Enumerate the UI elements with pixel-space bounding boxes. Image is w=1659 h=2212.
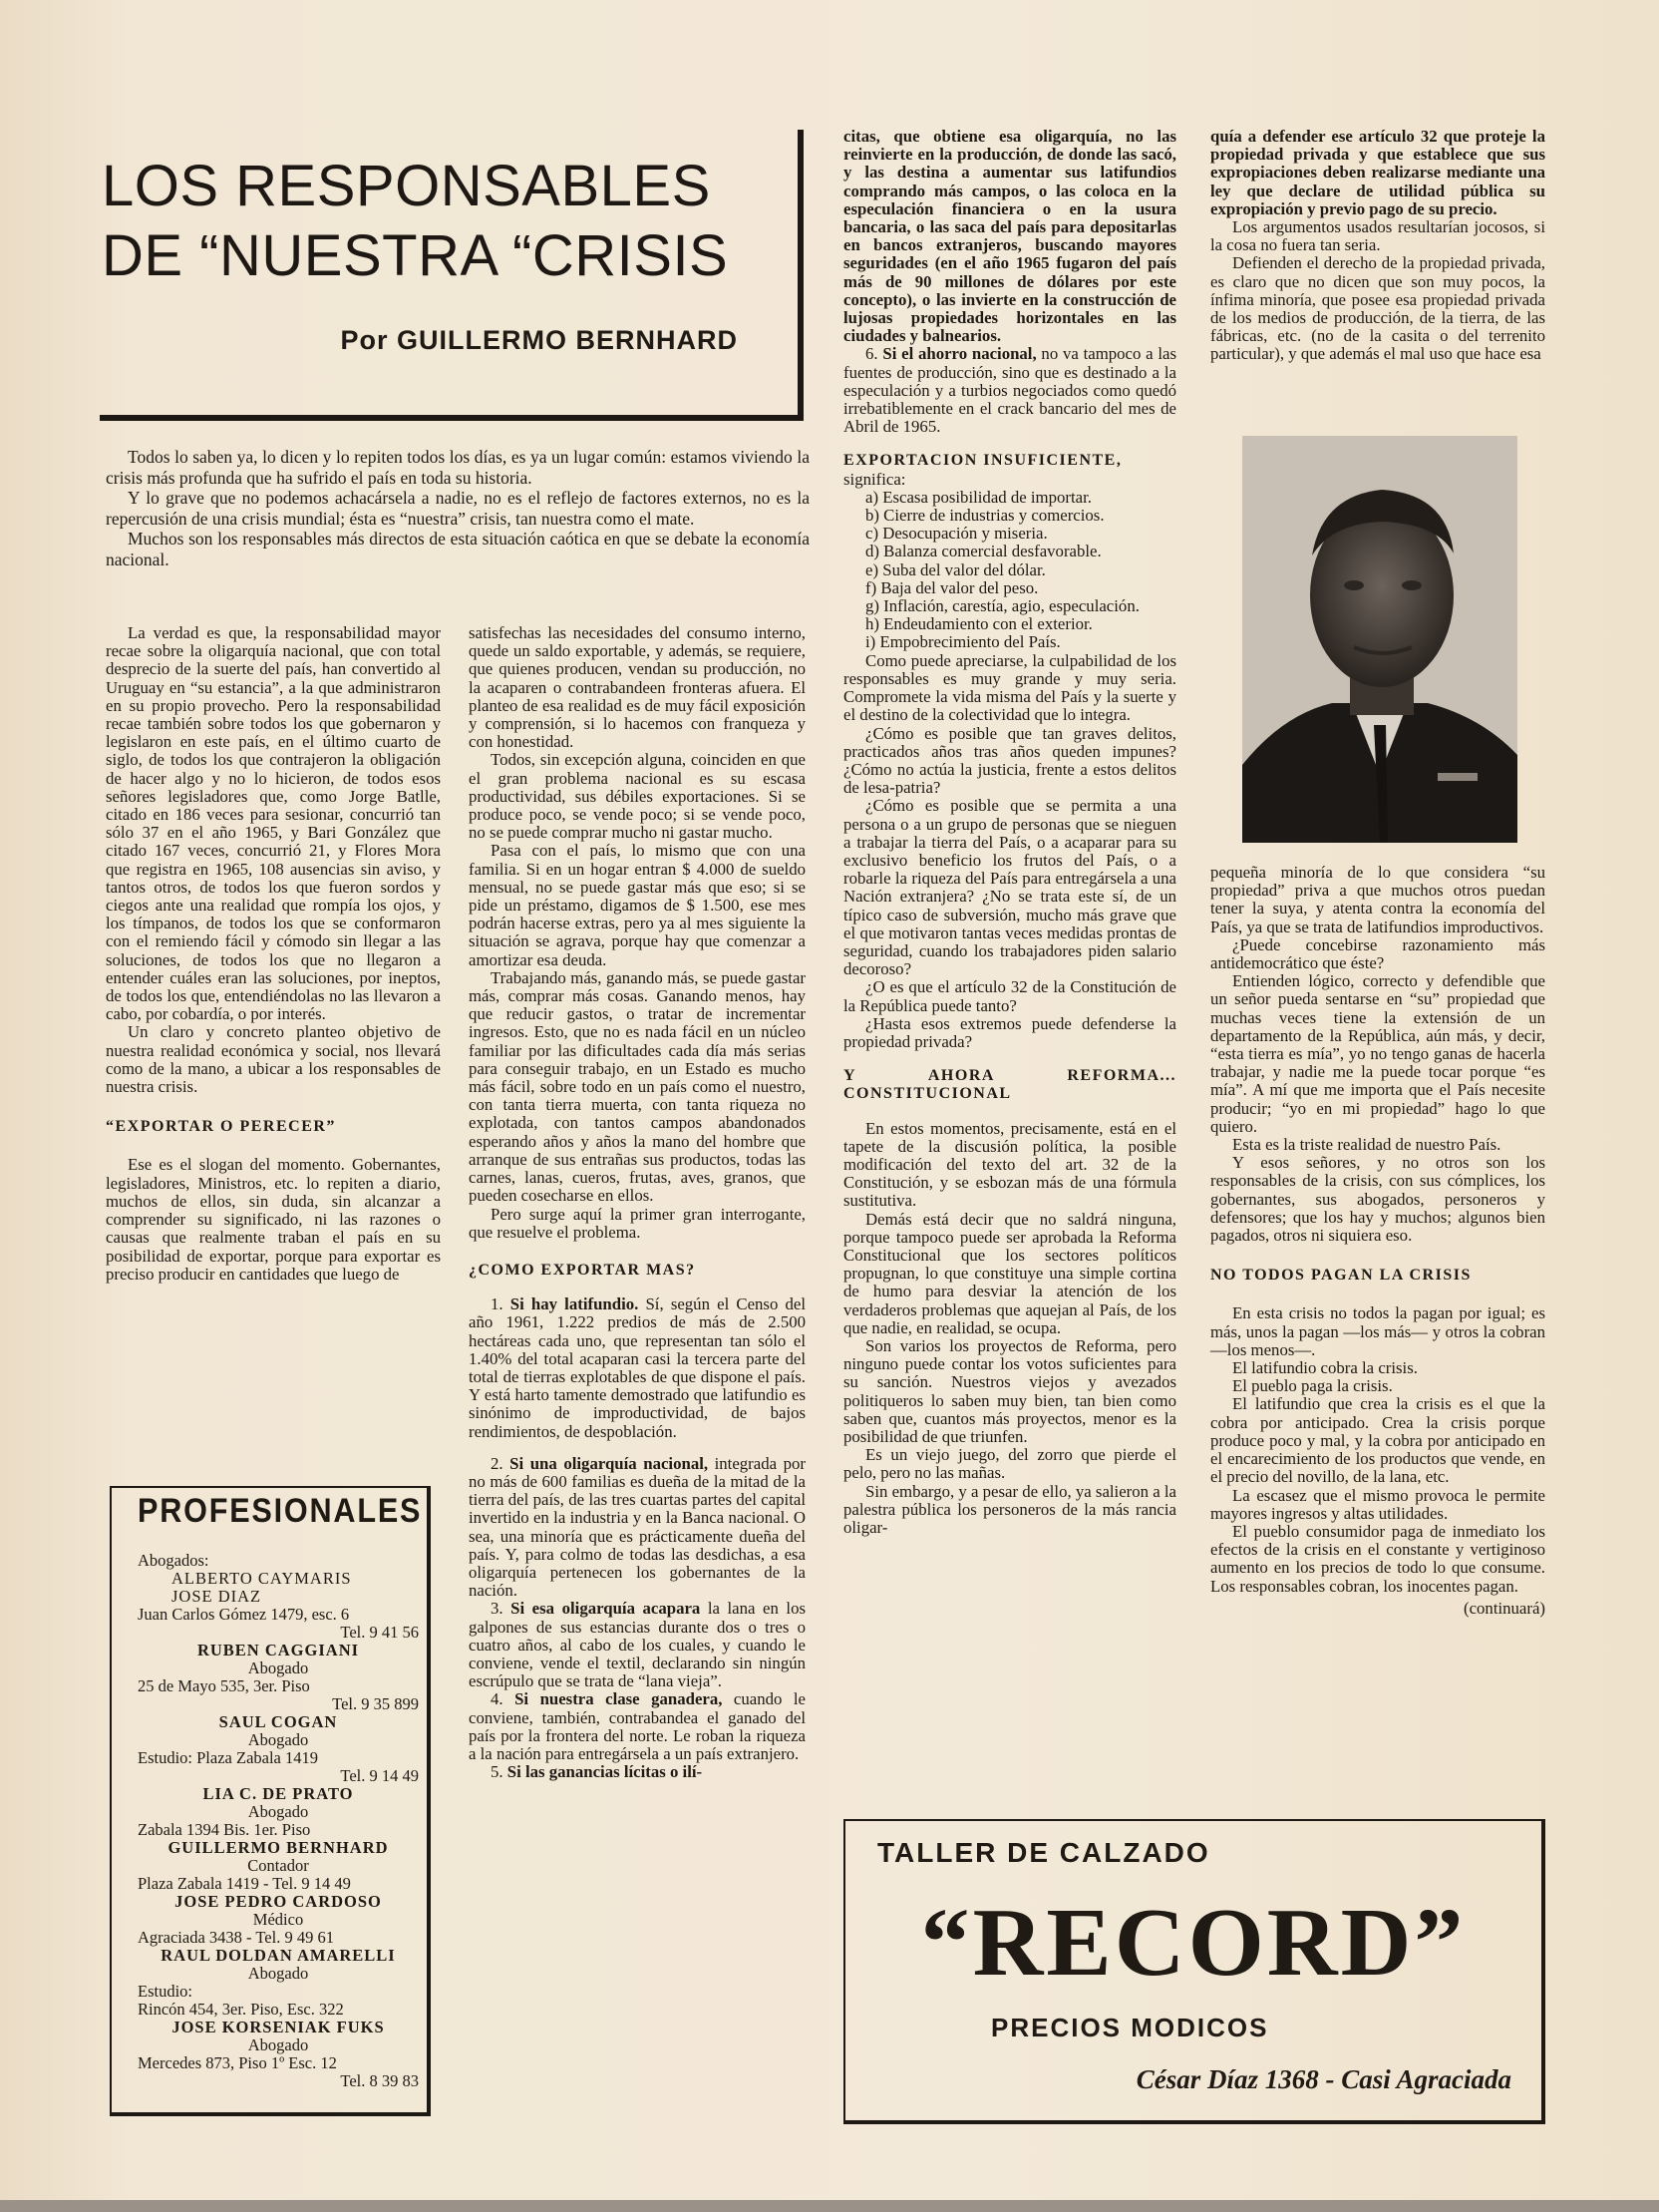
paragraph: Pasa con el país, lo mismo que con una familia. Si en un hogar entran $ 4.000 de sueldo mensual, no se puede gastar más que eso; si se pide un préstamo, digamos de $ 1.500, ese mes podrán hacerse extras, pero ya al mes siguiente la situación se agrava, porque hay que comenzar a amortizar esa deuda. [469,841,806,969]
professional-name: LIA C. DE PRATO [202,1784,354,1803]
ad-address: César Díaz 1368 - Casi Agraciada [1136,2064,1511,2094]
list-lead: significa: [843,469,906,489]
professional-address: Agraciada 3438 - Tel. 9 49 61 [138,1928,334,1947]
professional-address: Juan Carlos Gómez 1479, esc. 6 [138,1605,350,1624]
intro-paragraph: Y lo grave que no podemos achacársela a nadie, no es el reflejo de factores externos, no es la repercusión de una crisis mundial; ésta es “nuestra” crisis, tan nuestra como el mate. [106,488,810,529]
list-item: 6. Si el ahorro nacional, no va tampoco a las fuentes de producción, sino que es destinado a la especulación y a turbios negociados como quedó irrebatiblemente en el crack bancario del mes de Abril de 1965. [843,344,1176,437]
professional-address: Estudio: [138,1982,193,2001]
paragraph: Es un viejo juego, del zorro que pierde el pelo, pero no las mañas. [843,1445,1176,1483]
intro-paragraph: Muchos son los responsables más directos de esta situación caótica en que se debate la economía nacional. [106,529,810,569]
list-item: b) Cierre de industrias y comercios. [865,506,1105,526]
list-item: 4. Si nuestra clase ganadera, cuando le conviene, también, contrabandea el ganado del país por la frontera del norte. Le roban la riqueza a la nación para entregársela a un país extranjero. [469,1689,806,1763]
byline: Por GUILLERMO BERNHARD [340,325,738,355]
list-item: 5. Si las ganancias lícitas o ilí- [491,1762,703,1782]
list-item: d) Balanza comercial desfavorable. [865,542,1102,561]
headline [102,152,728,291]
ad-brand: “RECORD” [920,1889,1467,1997]
author-photo [1242,436,1517,843]
paragraph: quía a defender ese artículo 32 que proteje la propiedad privada y que establece que sus expropiaciones deben realizarse mediante una ley que declare de utilidad pública su expropiación y previo pago de su precio. [1210,127,1545,218]
portrait-image [1242,436,1517,843]
headline-line-2: DE “NUESTRA “CRISIS [102,223,729,288]
subheading-exportacion-insuficiente: EXPORTACION INSUFICIENTE, [843,452,1123,470]
intro-paragraph: Todos lo saben ya, lo dicen y lo repiten todos los días, es ya un lugar común: estamos viviendo la crisis más profunda que ha sufrido el país en toda su historia. [106,447,810,488]
paragraph: citas, que obtiene esa oligarquía, no las reinvierte en la producción, de donde las sacó, y las destina a aumentar sus latifundios comprando más campos, o las coloca en la especulación financiera o en la usura bancaria, o las saca del país para depositarlas en bancos extranjeros, buscando mayores seguridades (en el año 1965 fugaron del país más de 90 millones de dólares por este concepto), o las invierte en la construcción de lujosas propiedades horizontales en las ciudades y balnearios. [843,127,1176,346]
paragraph: La escasez que el mismo provoca le permite mayores ingresos y altas utilidades. [1210,1485,1545,1523]
professional-phone: Tel. 9 35 899 [332,1694,419,1713]
professional-address: Plaza Zabala 1419 - Tel. 9 14 49 [138,1874,351,1893]
professional-role: Abogado [247,1802,309,1821]
paragraph: Un claro y concreto planteo objetivo de nuestra realidad económica y social, nos llevará como de la mano, a ubicar a los responsables de nuestra crisis. [106,1022,441,1097]
list-item: a) Escasa posibilidad de importar. [865,487,1092,507]
professional-role: Abogado [247,1659,309,1677]
paragraph: satisfechas las necesidades del consumo interno, quede un saldo exportable, y además, se requiere, que quienes producen, vendan su producción, no la acaparen o contrabandeen fronteras afuera. El planteo de esa realidad es de muy fácil exposición y comprensión, si lo hacemos con franqueza y con honestidad. [469,623,806,752]
list-item: c) Desocupación y miseria. [865,524,1048,544]
column-1 [106,624,441,1284]
list-item: 3. Si esa oligarquía acapara la lana en los galpones de sus estancias durante dos o tres o cuatro años, al cabo de los cuales, y cuando le conviene, vende el textil, declarando sin ningún escrúpulo que se trata de “lana vieja”. [469,1599,806,1691]
ad-title: TALLER DE CALZADO [877,1837,1210,1868]
headline-line-1: LOS RESPONSABLES [102,154,711,218]
professional-phone: Tel. 9 41 56 [340,1623,419,1642]
paragraph: Sin embargo, y a pesar de ello, ya salieron a la palestra pública los personeros de la más rancia oligar- [843,1481,1176,1538]
professional-address: Mercedes 873, Piso 1º Esc. 12 [138,2053,337,2072]
headline-box [100,130,804,421]
paragraph: Pero surge aquí la primer gran interrogante, que resuelve el problema. [469,1204,806,1242]
paragraph: El pueblo paga la crisis. [1232,1376,1393,1396]
paragraph: Demás está decir que no saldrá ninguna, porque tampoco puede ser aprobada la Reforma Constitucional que los sectores políticos propugnan, lo que constituye una simple cortina de humo para desviar la atención de los verdaderos problemas que aquejan al País, de los que nadie, en realidad, se ocupa. [843,1209,1176,1337]
professional-phone: Tel. 8 39 83 [340,2071,419,2090]
professional-role: Abogado [247,1964,309,1983]
professional-name: GUILLERMO BERNHARD [167,1838,389,1857]
paragraph: ¿Puede concebirse razonamiento más antidemocrático que éste? [1210,934,1545,973]
article-intro [106,447,810,569]
list-item: e) Suba del valor del dólar. [865,559,1046,579]
professional-name: RAUL DOLDAN AMARELLI [161,1946,396,1965]
paragraph: Entienden lógico, correcto y defendible que un señor pueda sentarse en “su” propiedad que muchas veces tiene la extensión de un departamento de la República, aún más, y decir, “esta tierra es mía”, yo no tengo ganas de hacerla trabajar, y nadie me la puede tocar porque “es mía”. A mí que me importa que el País necesite producir; “yo en mi propiedad” hago lo que quiero. [1210,971,1545,1136]
professional-role: Médico [252,1910,304,1929]
category-label: Abogados: [138,1551,209,1570]
scan-edge [0,2200,1659,2212]
professional-address: 25 de Mayo 535, 3er. Piso [138,1676,310,1695]
list-item: 1. Si hay latifundio. Sí, según el Censo del año 1961, 1.222 predios de más de 2.500 hectáreas cada uno, que representan tan sólo el 1.40% del total acaparan casi la tercera parte del total de tierras explotables de que dispone el país. Y está harto tamente demostrado que latifundio es sinónimo de improductividad, de bajos rendimientos, de despoblación. [469,1294,807,1441]
professional-name: JOSE PEDRO CARDOSO [174,1892,382,1911]
professionals-title: PROFESIONALES [138,1492,423,1530]
paragraph: En esta crisis no todos la pagan por igual; es más, unos la pagan —los más— y otros la cobran —los menos—. [1210,1303,1545,1359]
professional-name: RUBEN CAGGIANI [196,1641,360,1659]
list-item: 2. Si una oligarquía nacional, integrada por no más de 600 familias es dueña de la mitad de la tierra del país, de las tres cuartas partes del capital invertido en la industria y en la Banca nacional. O sea, una minoría que es prácticamente dueña del país. Y, para colmo de todas las desdichas, a esa oligarquía pertenecen los gobernantes de la nación. [469,1453,806,1601]
paragraph: Defienden el derecho de la propiedad privada, es claro que no dicen que son muy pocos, la ínfima minoría, que posee esa propiedad privada de los medios de producción, de la tierra, de las fábricas, etc. (no de la casita o del terrenito particular), y que además el mal uso que hace esa [1210,253,1545,364]
paragraph: ¿Cómo es posible que se permita a una persona o a un grupo de personas que se nieguen a trabajar la tierra del País, o a acaparar para su exclusivo beneficio los frutos del País, o a robarle la riqueza del País para entregársela a una Nación extranjera? ¿No se trata este sí, de un típico caso de subversión, mucho más grave que el que motivaron tantas veces medidas prontas de seguridad, cuando los trabajadores piden salario decoroso? [843,796,1176,979]
subheading-exportar: “EXPORTAR O PERECER” [106,1118,336,1136]
subheading-no-todos-pagan: NO TODOS PAGAN LA CRISIS [1210,1267,1472,1285]
professionals-directory [110,1486,431,2116]
paragraph: En estos momentos, precisamente, está en el tapete de la discusión política, la posible modificación del texto del art. 32 de la Constitución, y se esbozan más de una fórmula sustitutiva. [843,1118,1176,1211]
professional-address: Zabala 1394 Bis. 1er. Piso [138,1820,311,1839]
shoe-shop-advertisement [843,1819,1545,2124]
professional-name: JOSE KORSENIAK FUKS [171,2018,385,2036]
professionals-list [138,1552,419,2090]
paragraph: El latifundio cobra la crisis. [1232,1358,1418,1378]
paragraph: El latifundio que crea la crisis es el que la cobra por anticipado. Crea la crisis porque produce poco y mal, y la cobra por anticipado en el encarecimiento de los productos que vende, en el precio del novillo, de la lana, etc. [1210,1394,1545,1487]
column-3 [843,128,1176,1537]
paragraph: Son varios los proyectos de Reforma, pero ninguno puede contar los votos suficientes para su sanción. Nuestros viejos y avezados politiqueros lo saben muy bien, tan bien como saben que, cuantos más proyectos, menor es la posibilidad de que triunfen. [843,1336,1176,1447]
professional-role: Abogado [247,1730,309,1749]
list-item: h) Endeudamiento con el exterior. [865,614,1093,634]
continued-note: (continuará) [1464,1598,1545,1618]
column-2 [469,624,806,1781]
professional-phone: Tel. 9 14 49 [340,1766,419,1785]
paragraph: Trabajando más, ganando más, se puede gastar más, comprar más cosas. Ganando menos, hay que reducir gastos, o tratar de incrementar ingresos. Esto, que no es nada fácil en un núcleo familiar por las dificultades cada día más serias para conseguir trabajo, en un Estado es mucho más fácil, sobre todo en un país como el nuestro, con tanta tierra muerta, con tanta riqueza no explotada, con tantos campos abandonados esperando años y años la mano del hombre que arranque de sus entrañas sus productos, todas las carnes, lanas, cueros, frutas, aves, granos, que pueden cosecharse en ellos. [469,967,806,1206]
list-item: i) Empobrecimiento del País. [865,632,1061,652]
paragraph: ¿Cómo es posible que tan graves delitos, practicados años tras años queden impunes? ¿Cómo no actúa la justicia, frente a estos delitos de lesa-patria? [843,723,1176,798]
paragraph: Los argumentos usados resultarían jocosos, si la cosa no fuera tan seria. [1210,217,1545,255]
paragraph: Ese es el slogan del momento. Gobernantes, legisladores, Ministros, etc. lo repiten a diario, muchos de ellos, sin duda, sin alcanzar a comprender su significado, ni las razones o causas que realmente traban el país en su posibilidad de exportar, porque para exportar es preciso producir en cantidades que luego de [106,1155,441,1284]
professional-role: Contador [247,1856,309,1875]
professional-address: Rincón 454, 3er. Piso, Esc. 322 [138,2000,344,2019]
list-item: f) Baja del valor del peso. [865,577,1039,597]
professional-name: SAUL COGAN [218,1712,338,1731]
paragraph: Como puede apreciarse, la culpabilidad de los responsables es muy grande y muy seria. Compromete la vida misma del País y la suerte y el destino de la colectividad que lo integra. [843,650,1176,725]
column-4-top [1210,128,1545,364]
column-4-bottom [1210,864,1545,1618]
paragraph: Y esos señores, y no otros son los responsables de la crisis, con sus cómplices, los gobernantes, sus abogados, personeros y defensores; que los hay y muchos; algunos bien pagados, otros ni siquiera eso. [1210,1153,1545,1246]
professional-name: JOSE DIAZ [171,1587,262,1606]
paragraph: El pueblo consumidor paga de inmediato los efectos de la crisis en el constante y vertiginoso aumento en los precios de todo lo que consume. Los responsables cobran, los inocentes pagan. [1210,1521,1545,1596]
paragraph: Todos, sin excepción alguna, coinciden en que el gran problema nacional es su escasa productividad, sus débiles exportaciones. Si se produce poco, se vende poco; si se vende poco, no se puede comprar mucho ni gastar mucho. [469,750,806,843]
subheading-como-exportar: ¿COMO EXPORTAR MAS? [469,1261,696,1279]
paragraph: pequeña minoría de lo que considera “su propiedad” priva a que muchos otros puedan tener la suya, y atenta contra la economía del País, ya que se trata de latifundios improductivos. [1210,863,1545,936]
list-item: g) Inflación, carestía, agio, especulación. [865,596,1140,616]
paragraph: ¿Hasta esos extremos puede defenderse la propiedad privada? [843,1013,1176,1051]
professional-role: Abogado [247,2035,309,2054]
professional-name: ALBERTO CAYMARIS [171,1569,352,1588]
ad-prices: PRECIOS MODICOS [991,2013,1269,2042]
paragraph: La verdad es que, la responsabilidad mayor recae sobre la oligarquía nacional, que con total desprecio de la suerte del país, han convertido al Uruguay en “su estancia”, a la que administraron en su propio provecho. Pero la responsabilidad recae también sobre todos los que gobernaron y legislaron en este país, en el último cuarto de siglo, de todos los que contrajeron la obligación de hacer algo y no lo hicieron, de todos esos señores legisladores que, como Jorge Batlle, citado en 186 veces para sesionar, concurrió tan sólo 37 en el año 1965, y Bari González que citado 167 veces, concurrió 21, y Flores Mora que registra en 1965, 108 ausencias sin aviso, y tantos otros, de todos los que fueron sordos y ciegos ante una realidad que rompía los ojos, y los tímpanos, de todos los que se conformaron con el remiendo fácil y cómodo sin llegar a las soluciones, de todos los que no llegaron a entender cuáles eran las soluciones, por ineptos, de todos los que, entendiéndolas no las llevaron a cabo, por cobardía, o por interés. [106,623,441,1024]
paragraph: ¿O es que el artículo 32 de la Constitución de la República puede tanto? [843,977,1176,1015]
subheading-reforma: Y AHORA REFORMA... CONSTITUCIONAL [843,1067,1176,1103]
paragraph: Esta es la triste realidad de nuestro País. [1232,1135,1501,1155]
professional-address: Estudio: Plaza Zabala 1419 [138,1748,318,1767]
